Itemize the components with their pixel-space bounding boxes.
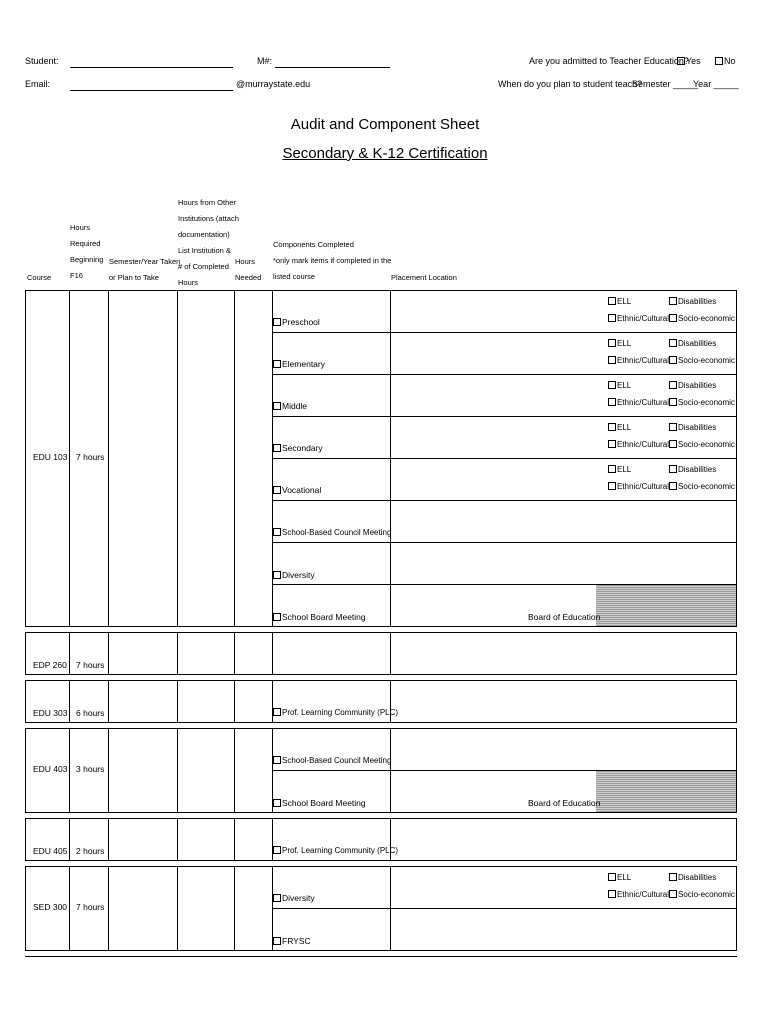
component-middle[interactable]: Middle xyxy=(273,401,307,411)
component-frysc[interactable]: FRYSC xyxy=(273,936,311,946)
socio-option[interactable]: Socio-economic xyxy=(669,482,735,491)
semester-field[interactable]: Semester _____ xyxy=(632,79,699,89)
col-hours-needed: Hours Needed xyxy=(235,257,262,282)
vocational-checkbox[interactable] xyxy=(273,486,281,494)
ell-option[interactable]: ELL xyxy=(608,873,631,882)
disabilities-option[interactable]: Disabilities xyxy=(669,873,716,882)
course-block-edu403 xyxy=(25,728,737,813)
course-code: EDU 403 xyxy=(33,764,68,774)
component-diversity[interactable]: Diversity xyxy=(273,570,315,580)
shaded-cell xyxy=(596,585,736,626)
component-plc[interactable]: Prof. Learning Community (PLC) xyxy=(273,846,398,855)
yes-option[interactable]: Yes xyxy=(677,56,701,66)
diversity-checkbox[interactable] xyxy=(273,894,281,902)
ethnic-option[interactable]: Ethnic/Cultural xyxy=(608,482,669,491)
ell-option[interactable]: ELL xyxy=(608,381,631,390)
secondary-checkbox[interactable] xyxy=(273,444,281,452)
diversity-checkbox[interactable] xyxy=(273,571,281,579)
admitted-question: Are you admitted to Teacher Education? xyxy=(529,56,689,66)
middle-checkbox[interactable] xyxy=(273,402,281,410)
course-hours: 7 hours xyxy=(76,660,105,670)
ell-option[interactable]: ELL xyxy=(608,339,631,348)
sbdm-checkbox[interactable] xyxy=(273,528,281,536)
course-code: EDU 103 xyxy=(33,452,68,462)
col-hours-required: Hours Required Beginning F16 xyxy=(70,223,104,280)
course-hours: 2 hours xyxy=(76,846,105,856)
col-semester: Semester/Year Taken or Plan to Take xyxy=(109,257,181,282)
socio-option[interactable]: Socio-economic xyxy=(669,314,735,323)
email-label: Email: xyxy=(25,79,51,89)
page-title: Audit and Component Sheet xyxy=(290,116,480,133)
col-course: Course xyxy=(27,273,52,282)
course-hours: 7 hours xyxy=(76,902,105,912)
no-checkbox[interactable] xyxy=(715,57,723,65)
ell-option[interactable]: ELL xyxy=(608,465,631,474)
course-hours: 7 hours xyxy=(76,452,105,462)
student-label: Student: xyxy=(25,56,59,66)
m-number-field[interactable] xyxy=(275,67,390,68)
ethnic-option[interactable]: Ethnic/Cultural xyxy=(608,890,669,899)
elementary-checkbox[interactable] xyxy=(273,360,281,368)
email-field[interactable] xyxy=(70,90,233,91)
bottom-rule xyxy=(25,956,737,957)
component-sbdm[interactable]: School-Based Council Meeting xyxy=(273,528,391,537)
shaded-cell xyxy=(596,771,736,812)
component-plc[interactable]: Prof. Learning Community (PLC) xyxy=(273,708,398,717)
component-secondary[interactable]: Secondary xyxy=(273,443,323,453)
email-domain: @murraystate.edu xyxy=(236,79,311,89)
no-option[interactable]: No xyxy=(715,56,736,66)
socio-option[interactable]: Socio-economic xyxy=(669,890,735,899)
component-diversity[interactable]: Diversity xyxy=(273,893,315,903)
course-code: EDU 405 xyxy=(33,846,68,856)
course-block-edp260 xyxy=(25,632,737,675)
col-placement: Placement Location xyxy=(391,273,457,282)
socio-option[interactable]: Socio-economic xyxy=(669,440,735,449)
plc-checkbox[interactable] xyxy=(273,846,281,854)
disabilities-option[interactable]: Disabilities xyxy=(669,423,716,432)
yes-checkbox[interactable] xyxy=(677,57,685,65)
ethnic-option[interactable]: Ethnic/Cultural xyxy=(608,440,669,449)
frysc-checkbox[interactable] xyxy=(273,937,281,945)
m-number-label: M#: xyxy=(257,56,273,66)
component-school-board[interactable]: School Board Meeting xyxy=(273,612,366,622)
component-sbdm[interactable]: School-Based Council Meeting xyxy=(273,756,391,765)
socio-option[interactable]: Socio-economic xyxy=(669,398,735,407)
board-of-education-label: Board of Education xyxy=(528,798,601,808)
course-code: EDU 303 xyxy=(33,708,68,718)
component-school-board[interactable]: School Board Meeting xyxy=(273,798,366,808)
col-components: Components Completed *only mark items if completed in the listed course xyxy=(273,240,392,281)
disabilities-option[interactable]: Disabilities xyxy=(669,339,716,348)
component-vocational[interactable]: Vocational xyxy=(273,485,321,495)
col-other-institution-hours: Hours from Other Institutions (attach documentation) List Institution & # of Completed Hours xyxy=(178,198,239,287)
course-code: SED 300 xyxy=(33,902,68,912)
disabilities-option[interactable]: Disabilities xyxy=(669,381,716,390)
ell-option[interactable]: ELL xyxy=(608,423,631,432)
page-subtitle: Secondary & K-12 Certification xyxy=(282,145,488,162)
ethnic-option[interactable]: Ethnic/Cultural xyxy=(608,314,669,323)
student-name-field[interactable] xyxy=(70,67,233,68)
course-hours: 6 hours xyxy=(76,708,105,718)
school-board-checkbox[interactable] xyxy=(273,613,281,621)
ethnic-option[interactable]: Ethnic/Cultural xyxy=(608,398,669,407)
component-elementary[interactable]: Elementary xyxy=(273,359,325,369)
course-hours: 3 hours xyxy=(76,764,105,774)
course-code: EDP 260 xyxy=(33,660,67,670)
year-field[interactable]: Year _____ xyxy=(693,79,739,89)
component-preschool[interactable]: Preschool xyxy=(273,317,320,327)
board-of-education-label: Board of Education xyxy=(528,612,601,622)
ethnic-option[interactable]: Ethnic/Cultural xyxy=(608,356,669,365)
disabilities-option[interactable]: Disabilities xyxy=(669,297,716,306)
sbdm-checkbox[interactable] xyxy=(273,756,281,764)
student-teach-question: When do you plan to student teach? xyxy=(498,79,643,89)
preschool-checkbox[interactable] xyxy=(273,318,281,326)
disabilities-option[interactable]: Disabilities xyxy=(669,465,716,474)
ell-option[interactable]: ELL xyxy=(608,297,631,306)
plc-checkbox[interactable] xyxy=(273,708,281,716)
school-board-checkbox[interactable] xyxy=(273,799,281,807)
socio-option[interactable]: Socio-economic xyxy=(669,356,735,365)
